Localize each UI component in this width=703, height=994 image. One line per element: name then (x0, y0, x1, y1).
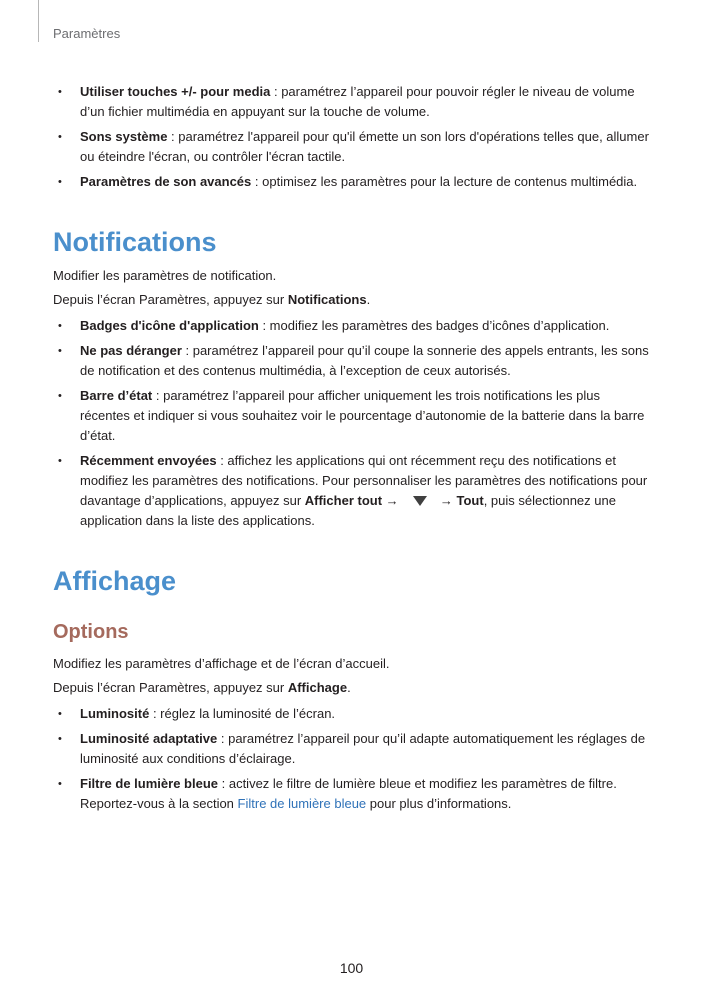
intro-bullet-list (53, 82, 653, 192)
list-item (53, 341, 653, 381)
arrow: → (436, 493, 457, 508)
blue-light-filter-link[interactable]: Filtre de lumière bleue (237, 796, 367, 811)
path-prefix: Depuis l’écran Paramètres, appuyez sur (53, 292, 288, 307)
item-desc: : paramétrez l’appareil pour pouvoir régler le niveau de volume d’un fichier multimédia en appuyant sur la touche de volume. (80, 84, 635, 119)
path-prefix: Depuis l’écran Paramètres, appuyez sur (53, 680, 288, 695)
notifications-intro: Modifier les paramètres de notification. (53, 268, 277, 283)
item-desc: : paramétrez l’appareil pour qu’il coupe la sonnerie des appels entrants, les sons de notification et des contenus multimédia, à l’exception de ceux autorisés. (80, 343, 649, 378)
item-desc: : activez le filtre de lumière bleue et modifiez les paramètres de filtre. Reportez-vous à la section (80, 776, 617, 811)
list-item (53, 774, 653, 814)
notifications-title: Notifications (53, 227, 217, 257)
item-desc: : paramétrez l'appareil pour qu'il émette un son lors d'opérations telles que, allumer ou éteindre l'écran, ou contrôler l'écran tactile. (80, 129, 649, 164)
item-desc: pour plus d’informations. (366, 796, 512, 811)
list-item (53, 704, 653, 724)
arrow: → (382, 493, 403, 508)
affichage-title: Affichage (53, 566, 177, 596)
affichage-path (53, 678, 653, 698)
affichage-intro: Modifiez les paramètres d’affichage et de l’écran d’accueil. (53, 656, 390, 671)
triangle-down-icon (413, 496, 427, 506)
path-suffix: . (366, 292, 371, 307)
notifications-bullet-list (53, 316, 653, 531)
item-desc: : paramétrez l’appareil pour qu’il adapte automatiquement les réglages de luminosité aux conditions d’éclairage. (80, 731, 646, 766)
item-term: Paramètres de son avancés (80, 174, 252, 189)
list-item (53, 729, 653, 769)
item-desc: : optimisez les paramètres pour la lecture de contenus multimédia. (251, 174, 638, 189)
item-term: Filtre de lumière bleue (80, 776, 218, 791)
item-term: Utiliser touches +/- pour media (80, 84, 271, 99)
list-item (53, 127, 653, 167)
show-all-label: Afficher tout (304, 493, 383, 508)
item-desc: : modifiez les paramètres des badges d’icônes d’application. (258, 318, 610, 333)
list-item (53, 386, 653, 446)
item-desc: : réglez la luminosité de l’écran. (149, 706, 336, 721)
tout-label: Tout (456, 493, 484, 508)
item-term: Barre d’état (80, 388, 153, 403)
item-term: Récemment envoyées (80, 453, 217, 468)
path-target: Notifications (287, 292, 367, 307)
list-item (53, 316, 653, 336)
path-target: Affichage (287, 680, 348, 695)
item-desc: , puis sélectionnez une application dans la liste des applications. (80, 493, 616, 528)
item-desc: : paramétrez l’appareil pour afficher uniquement les trois notifications les plus récentes et indiquer si vous souhaitez voir le pourcentage d’autonomie de la batterie dans la barre d’état. (80, 388, 645, 443)
list-item (53, 82, 653, 122)
item-term: Badges d'icône d'application (80, 318, 259, 333)
page-number: 100 (339, 960, 364, 976)
list-item (53, 172, 653, 192)
list-item (53, 451, 653, 531)
running-header: Paramètres (53, 26, 121, 41)
item-term: Ne pas déranger (80, 343, 182, 358)
notifications-path (53, 290, 653, 310)
item-term: Luminosité (80, 706, 150, 721)
item-term: Luminosité adaptative (80, 731, 218, 746)
affichage-bullet-list (53, 704, 653, 814)
item-desc: : affichez les applications qui ont récemment reçu des notifications et modifiez les paramètres des notifications. Pour personnaliser les paramètres des notifications pour davantage d’applications, appuyez sur (80, 453, 648, 508)
item-term: Sons système (80, 129, 168, 144)
path-suffix: . (347, 680, 351, 695)
header-divider (38, 0, 39, 42)
options-subtitle: Options (53, 621, 129, 643)
page-content (53, 82, 653, 819)
